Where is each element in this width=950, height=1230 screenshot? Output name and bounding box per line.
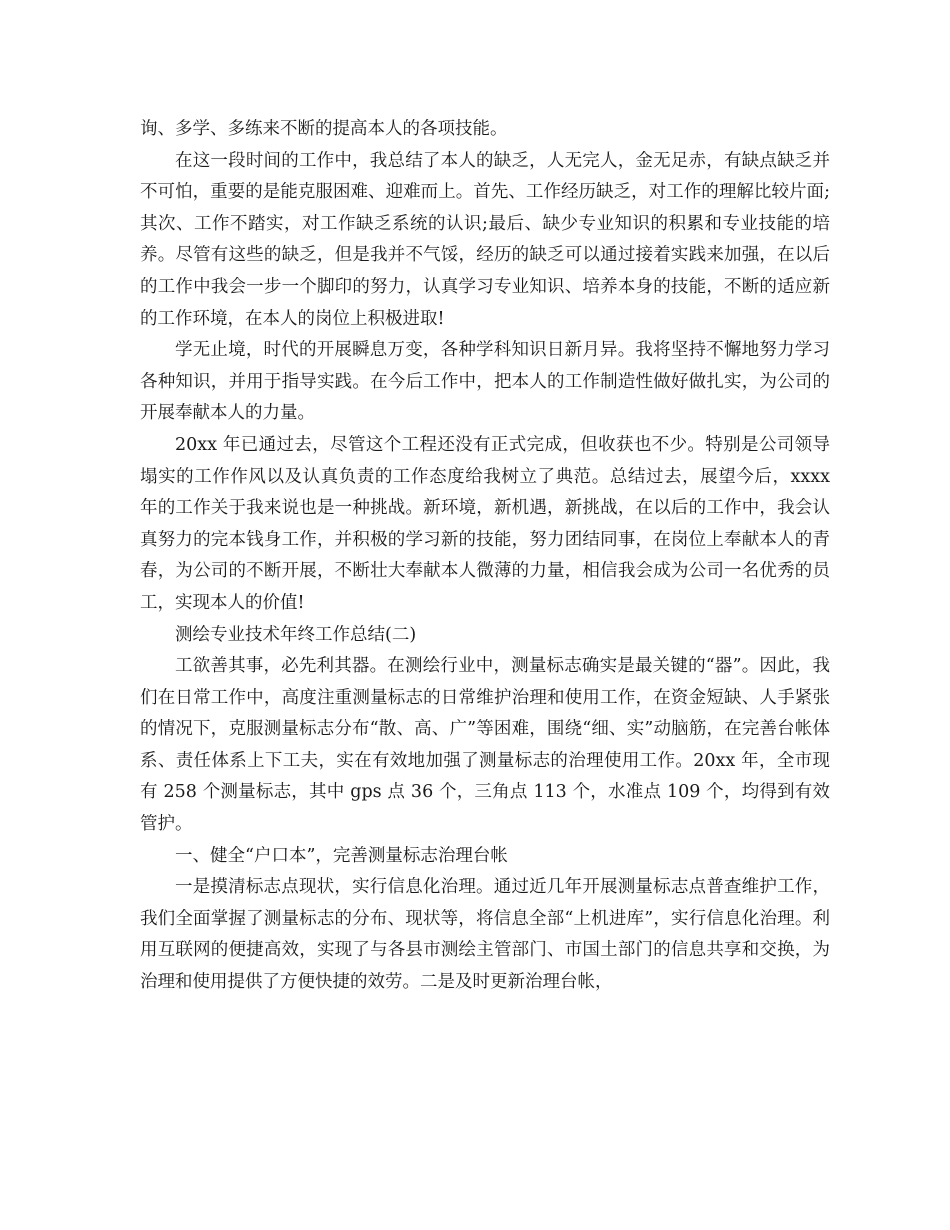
paragraph-shortcomings: 在这一段时间的工作中，我总结了本人的缺乏，人无完人，金无足赤，有缺点缺乏并不可怕，重要的是能克服困难、迎难而上。首先、工作经历缺乏，对工作的理解比较片面;其次、工作不踏实，对工作缺乏系统的认识;最后、缺少专业知识的积累和专业技能的培养。尽管有这些的缺乏，但是我并不气馁，经历的缺乏可以通过接着实践来加强，在以后的工作中我会一步一个脚印的努力，认真学习专业知识、培养本身的技能，不断的适应新的工作环境，在本人的岗位上积极进取! bbox=[140, 150, 830, 329]
paragraph-continuation: 询、多学、多练来不断的提高本人的各项技能。 bbox=[140, 119, 508, 139]
section-heading-one: 一、健全“户口本”，完善测量标志治理台帐 bbox=[175, 845, 508, 866]
document-body bbox=[140, 114, 830, 999]
paragraph-informatization: 一是摸清标志点现状，实行信息化治理。通过近几年开展测量标志点普查维护工作，我们全面掌握了测量标志的分布、现状等，将信息全部“上机进库”，实行信息化治理。利用互联网的便捷高效，实现了与各县市测绘主管部门、市国土部门的信息共享和交换，为治理和使用提供了方便快捷的效劳。二是及时更新治理台帐， bbox=[140, 877, 830, 993]
paragraph-survey-marks: 工欲善其事，必先利其器。在测绘行业中，测量标志确实是最关键的“器”。因此，我们在日常工作中，高度注重测量标志的日常维护治理和使用工作，在资金短缺、人手紧张的情况下，克服测量标志分布“散、高、广”等困难，围绕“细、实”动脑筋，在完善台帐体系、责任体系上下工夫，实在有效地加强了测量标志的治理使用工作。20xx 年，全市现有 258 个测量标志，其中 gps 点 36 个，三角点 113 个，水准点 109 个，均得到有效管护。 bbox=[140, 656, 830, 835]
section-title: 测绘专业技术年终工作总结(二) bbox=[175, 624, 417, 645]
paragraph-year-summary: 20xx 年已通过去，尽管这个工程还没有正式完成，但收获也不少。特别是公司领导塌实的工作作风以及认真负责的工作态度给我树立了典范。总结过去，展望今后，xxxx 年的工作关于我来说也是一种挑战。新环境，新机遇，新挑战，在以后的工作中，我会认真努力的完本钱身工作，并积极的学习新的技能，努力团结同事，在岗位上奉献本人的青春，为公司的不断开展，不断壮大奉献本人微薄的力量，相信我会成为公司一名优秀的员工，实现本人的价值! bbox=[140, 434, 830, 613]
paragraph-learning: 学无止境，时代的开展瞬息万变，各种学科知识日新月异。我将坚持不懈地努力学习各种知识，并用于指导实践。在今后工作中，把本人的工作制造性做好做扎实，为公司的开展奉献本人的力量。 bbox=[140, 340, 830, 424]
